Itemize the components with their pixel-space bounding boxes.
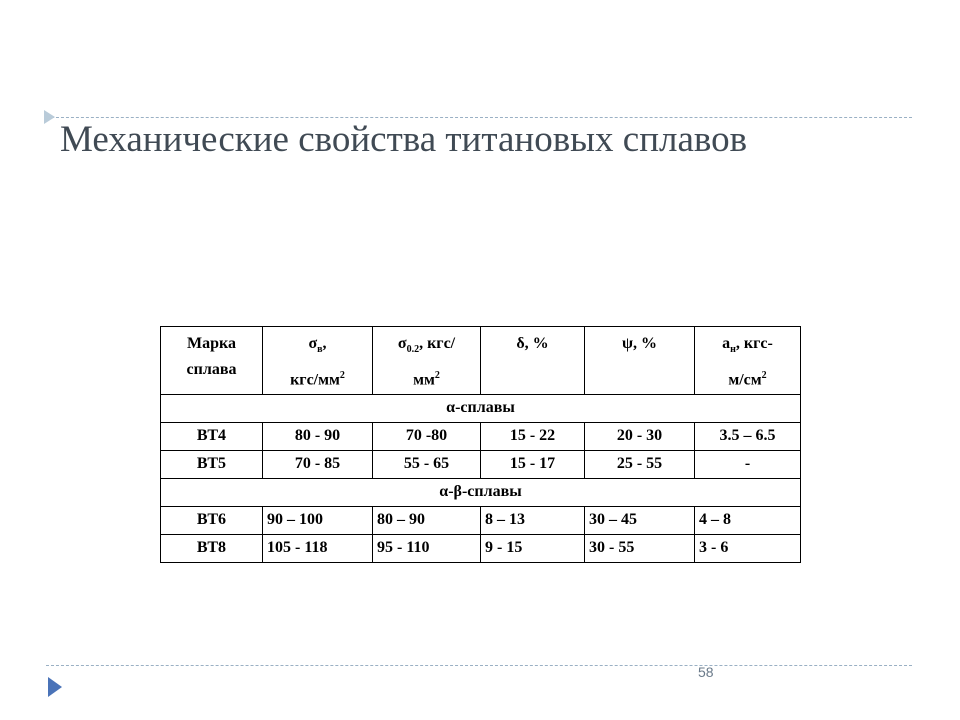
header-sigma-b-symbol: σ [308, 335, 318, 352]
table-row [161, 450, 801, 478]
header-sigma-b-comma: , [322, 335, 327, 352]
cell-delta: 9 - 15 [481, 534, 585, 562]
table-row [161, 534, 801, 562]
header-sigma-02-rest: , кгс/ [419, 335, 456, 352]
header-psi: ψ, % [585, 327, 695, 395]
header-sigma-b-sub: в [317, 344, 323, 356]
cell-grade: ВТ6 [161, 506, 263, 534]
header-sigma-02-symbol: σ [397, 335, 407, 352]
group-label: α-сплавы [161, 394, 801, 422]
header-a-n-unit: м/см [728, 371, 762, 389]
cell-sigma-b: 70 - 85 [263, 450, 373, 478]
table-row [161, 422, 801, 450]
header-sigma-b-unit: кгс/мм [290, 371, 340, 389]
cell-sigma-02: 80 – 90 [373, 506, 481, 534]
properties-table [160, 326, 801, 563]
cell-delta: 8 – 13 [481, 506, 585, 534]
cell-psi: 25 - 55 [585, 450, 695, 478]
header-sigma-02 [373, 327, 481, 395]
table-row [161, 506, 801, 534]
header-a-n-sup: 2 [761, 370, 767, 382]
header-a-n [695, 327, 801, 395]
cell-sigma-02: 70 -80 [373, 422, 481, 450]
cell-psi: 30 - 55 [585, 534, 695, 562]
cell-sigma-b: 90 – 100 [263, 506, 373, 534]
cell-a-n: 3 - 6 [695, 534, 801, 562]
cell-sigma-02: 55 - 65 [373, 450, 481, 478]
footer-divider [46, 665, 912, 666]
slide-title: Механические свойства титановых сплавов [60, 119, 748, 160]
cell-grade: ВТ4 [161, 422, 263, 450]
cell-psi: 20 - 30 [585, 422, 695, 450]
header-a-n-rest: , кгс- [735, 335, 773, 352]
header-grade-line2: сплава [186, 361, 237, 378]
header-sigma-b-sup: 2 [339, 370, 345, 382]
header-grade [161, 327, 263, 395]
cell-sigma-b: 105 - 118 [263, 534, 373, 562]
header-delta: δ, % [481, 327, 585, 395]
table-header-row [161, 327, 801, 395]
cell-a-n: 4 – 8 [695, 506, 801, 534]
cell-grade: ВТ5 [161, 450, 263, 478]
cell-delta: 15 - 17 [481, 450, 585, 478]
next-slide-icon[interactable] [48, 677, 62, 697]
header-sigma-b [263, 327, 373, 395]
cell-a-n: - [695, 450, 801, 478]
header-sigma-02-sup: 2 [434, 370, 440, 382]
cell-sigma-b: 80 - 90 [263, 422, 373, 450]
header-grade-line1: Марка [187, 335, 236, 352]
header-a-n-symbol: а [722, 335, 731, 352]
cell-grade: ВТ8 [161, 534, 263, 562]
cell-sigma-02: 95 - 110 [373, 534, 481, 562]
header-sigma-02-sub: 0.2 [406, 344, 420, 356]
page-number: 58 [698, 664, 714, 680]
cell-a-n: 3.5 – 6.5 [695, 422, 801, 450]
group-row-alpha [161, 394, 801, 422]
title-marker-icon [44, 110, 55, 124]
cell-psi: 30 – 45 [585, 506, 695, 534]
group-label: α-β-сплавы [161, 478, 801, 506]
group-row-alpha-beta [161, 478, 801, 506]
header-sigma-02-unit: мм [413, 371, 435, 389]
cell-delta: 15 - 22 [481, 422, 585, 450]
header-a-n-sub: н [730, 344, 736, 356]
